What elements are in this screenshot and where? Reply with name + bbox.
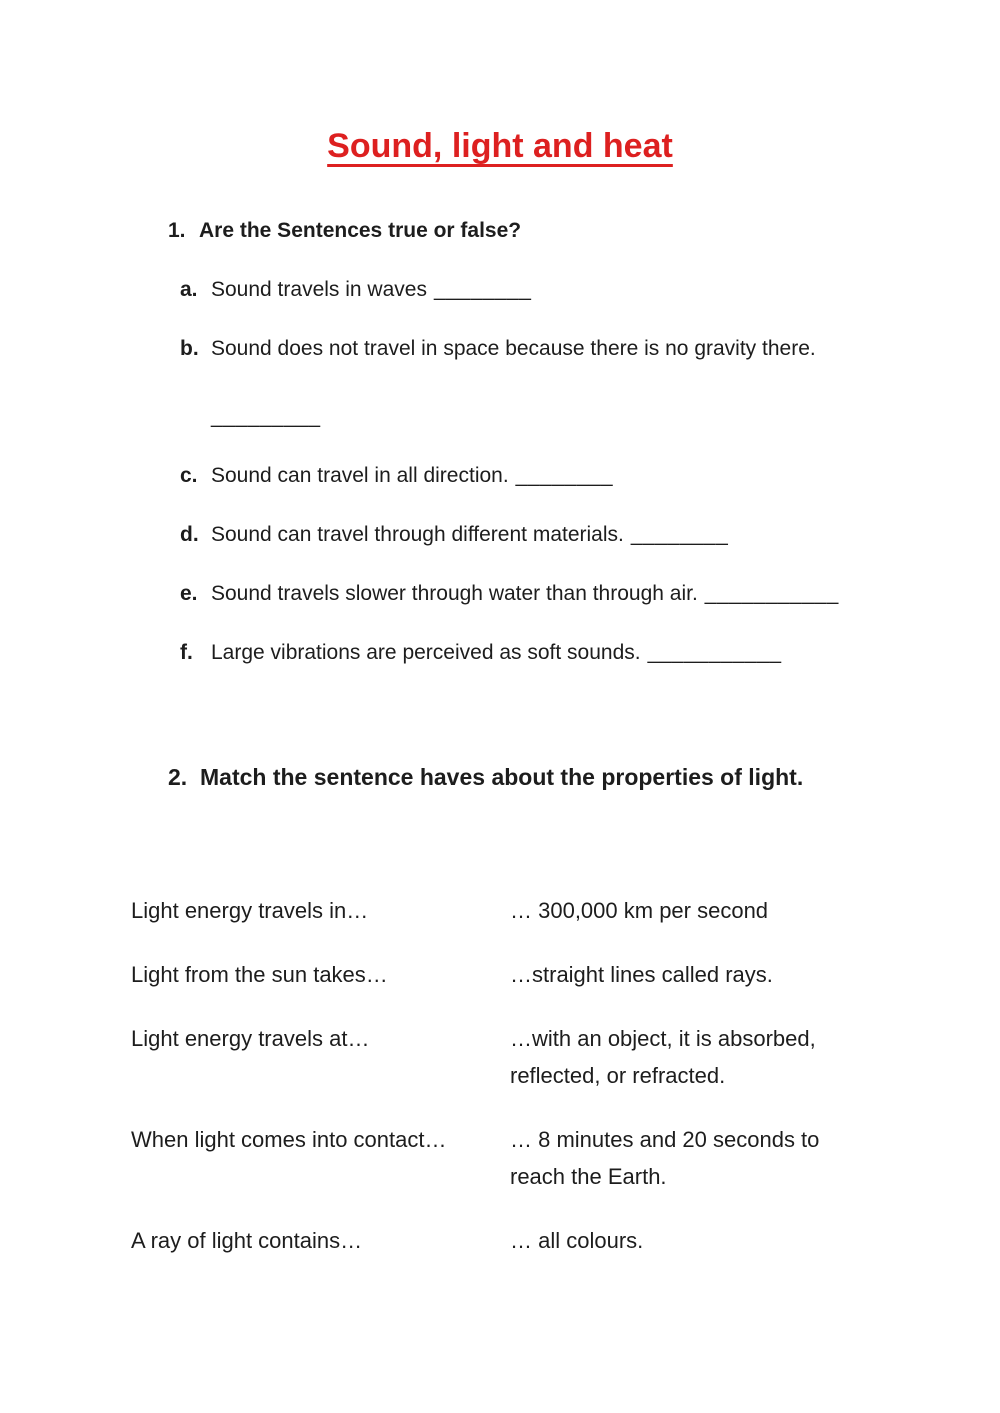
match-left[interactable]: Light energy travels in… — [131, 898, 369, 923]
match-left[interactable]: Light from the sun takes… — [131, 962, 388, 987]
match-right[interactable]: … all colours. — [510, 1228, 644, 1253]
item-letter: c. — [180, 464, 198, 487]
tf-item-d — [180, 522, 1000, 548]
item-text: Sound travels slower through water than through air. — [211, 582, 698, 605]
match-left[interactable]: When light comes into contact… — [131, 1127, 447, 1152]
page-title-text: Sound, light and heat — [327, 127, 673, 165]
match-row — [131, 1121, 1000, 1195]
item-letter: a. — [180, 278, 198, 301]
item-text: Large vibrations are perceived as soft sounds. — [211, 641, 641, 664]
item-text: Sound can travel through different materials. — [211, 523, 624, 546]
match-row — [131, 956, 1000, 993]
match-row — [131, 1020, 1000, 1094]
item-letter: e. — [180, 582, 198, 605]
match-right[interactable]: …straight lines called rays. — [510, 962, 773, 987]
match-left[interactable]: Light energy travels at… — [131, 1026, 370, 1051]
question1-text: Are the Sentences true or false? — [199, 219, 522, 242]
match-row — [131, 1222, 1000, 1259]
tf-item-a — [180, 277, 1000, 303]
tf-item-f — [180, 640, 1000, 666]
question2-text: Match the sentence haves about the properties of light. — [200, 764, 804, 790]
question1-number: 1. — [168, 219, 186, 242]
item-letter: f. — [180, 641, 193, 664]
question2-number: 2. — [168, 764, 188, 790]
answer-blank[interactable]: _________ — [211, 405, 321, 428]
answer-blank[interactable]: ________ — [433, 278, 532, 301]
answer-blank[interactable]: ___________ — [704, 582, 839, 605]
tf-item-e — [180, 581, 1000, 607]
answer-blank[interactable]: ________ — [630, 523, 729, 546]
question1-heading — [168, 218, 1000, 244]
matching-exercise — [131, 892, 1000, 1259]
match-left[interactable]: A ray of light contains… — [131, 1228, 363, 1253]
match-row — [131, 892, 1000, 929]
item-text: Sound does not travel in space because there is no gravity there. — [211, 337, 816, 360]
answer-blank[interactable]: ___________ — [647, 641, 782, 664]
item-text: Sound can travel in all direction. — [211, 464, 509, 487]
tf-item-c — [180, 463, 1000, 489]
item-text: Sound travels in waves — [211, 278, 427, 301]
answer-blank[interactable]: ________ — [515, 464, 614, 487]
match-right[interactable]: …with an object, it is absorbed, reflected, or refracted. — [510, 1026, 816, 1088]
match-right[interactable]: … 8 minutes and 20 seconds to reach the Earth. — [510, 1127, 820, 1189]
page-title — [0, 126, 1000, 166]
tf-item-b — [180, 336, 1000, 362]
match-right[interactable]: … 300,000 km per second — [510, 898, 769, 923]
question2-heading — [168, 762, 1000, 792]
item-letter: d. — [180, 523, 199, 546]
item-letter: b. — [180, 337, 199, 360]
